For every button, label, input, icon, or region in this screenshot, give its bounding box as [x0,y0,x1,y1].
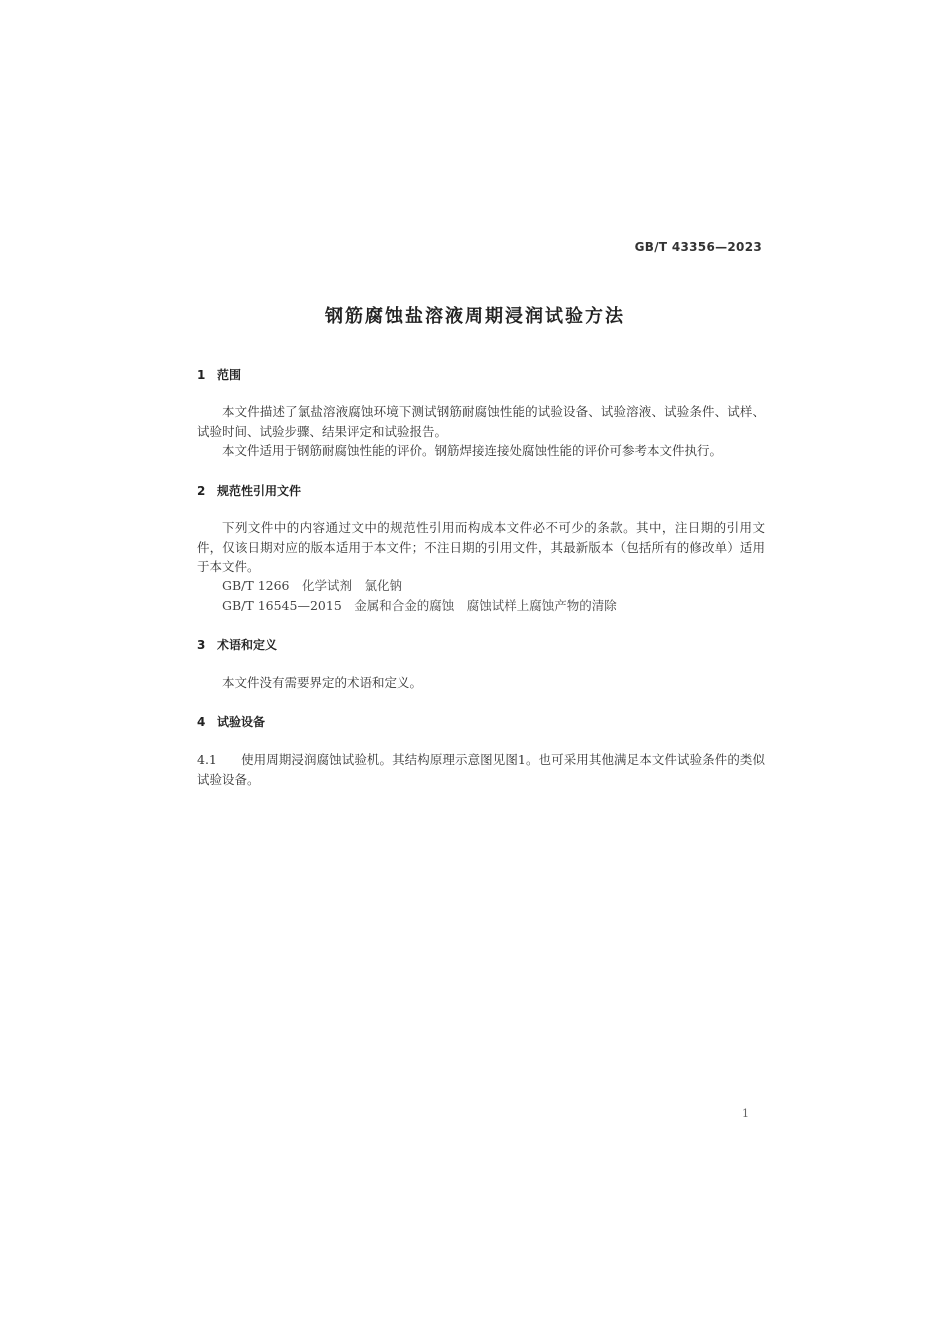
clause-number: 4.1 [197,752,217,767]
section-1-paragraph-1: 本文件描述了氯盐溶液腐蚀环境下测试钢筋耐腐蚀性能的试验设备、试验溶液、试验条件、试样、试验时间、试验步骤、结果评定和试验报告。 [197,404,765,439]
section-number: 2 [197,484,206,498]
document-title: 钢筋腐蚀盐溶液周期浸润试验方法 [325,306,625,327]
section-title: 术语和定义 [217,638,278,652]
clause-text: 使用周期浸润腐蚀试验机。其结构原理示意图见图1。也可采用其他满足本文件试验条件的类似试验设备。 [197,752,765,787]
section-title: 试验设备 [217,715,266,729]
section-title: 规范性引用文件 [217,484,302,498]
section-number: 3 [197,638,206,652]
section-3-paragraph-1: 本文件没有需要界定的术语和定义。 [222,675,423,690]
section-number: 4 [197,715,206,729]
standard-number: GB/T 43356—2023 [634,240,762,254]
section-1-paragraph-2: 本文件适用于钢筋耐腐蚀性能的评价。钢筋焊接连接处腐蚀性能的评价可参考本文件执行。 [222,443,723,458]
section-3-heading [197,636,277,653]
normative-reference: GB/T 16545—2015 金属和合金的腐蚀 腐蚀试样上腐蚀产物的清除 [222,598,617,613]
section-2-heading [197,482,301,499]
normative-reference: GB/T 1266 化学试剂 氯化钠 [222,578,403,593]
section-2-paragraph-1: 下列文件中的内容通过文中的规范性引用而构成本文件必不可少的条款。其中，注日期的引用文件，仅该日期对应的版本适用于本文件；不注日期的引用文件，其最新版本（包括所有的修改单）适用于本文件。 [197,520,765,574]
clause-4-1 [197,750,765,789]
section-title: 范围 [217,368,242,382]
section-4-heading [197,713,265,730]
section-number: 1 [197,368,206,382]
section-1-heading [197,366,241,383]
page-number: 1 [742,1107,749,1120]
